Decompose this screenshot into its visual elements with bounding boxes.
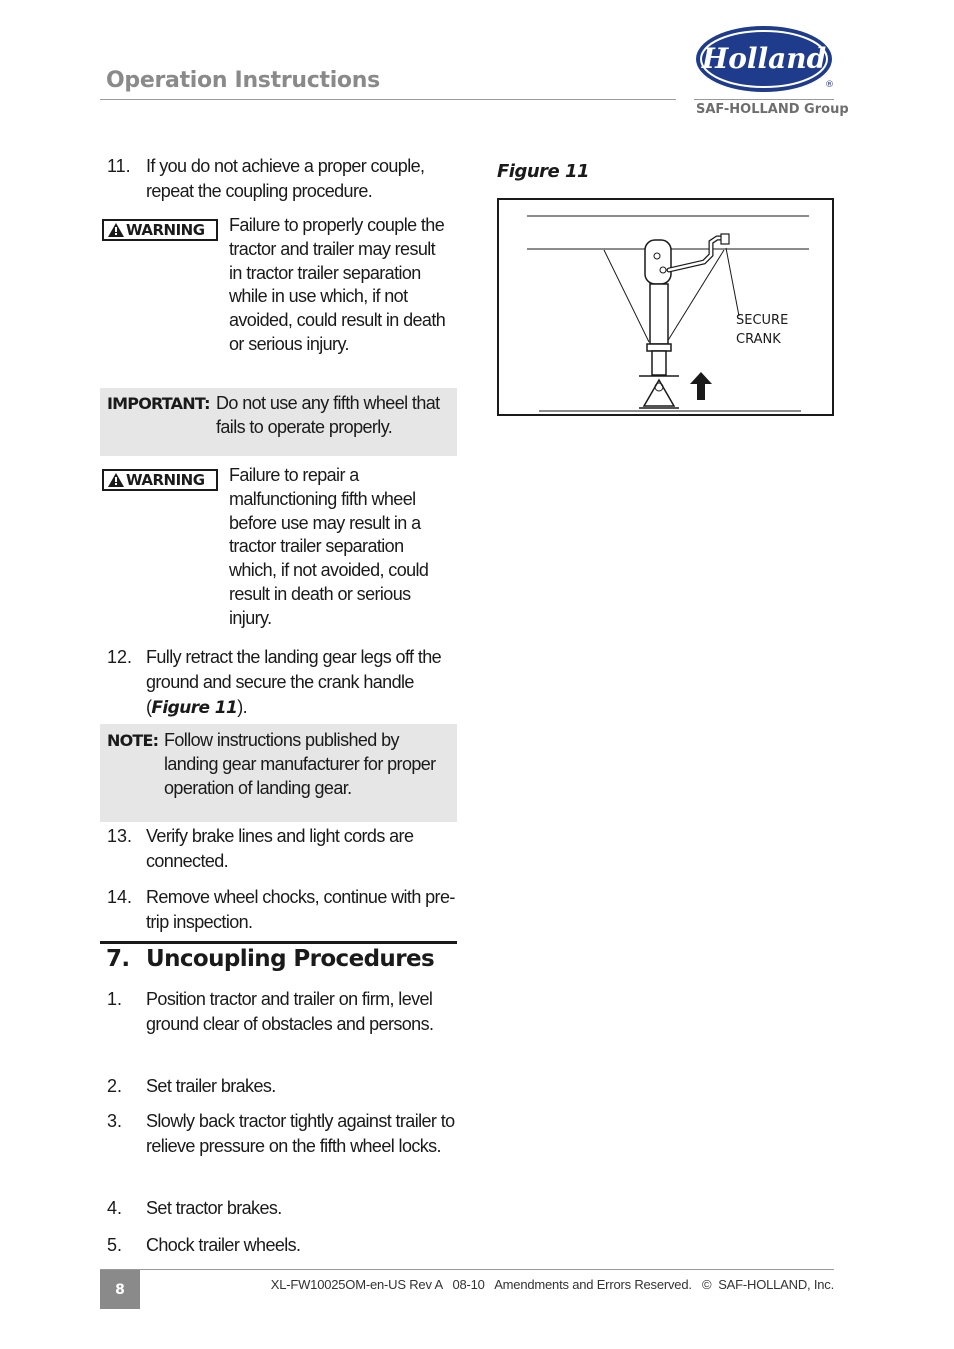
warning-label: WARNING bbox=[126, 471, 205, 489]
step-text: Verify brake lines and light cords are connected. bbox=[146, 826, 414, 871]
step-number: 4. bbox=[107, 1198, 123, 1218]
logo-wordmark: Holland bbox=[701, 42, 827, 75]
warning-triangle-icon bbox=[108, 223, 124, 237]
landing-gear-illustration bbox=[499, 200, 832, 414]
figure-caption: Figure 11 bbox=[497, 161, 590, 182]
step-text: Remove wheel chocks, continue with pre-trip inspection. bbox=[146, 887, 455, 932]
page-header-title: Operation Instructions bbox=[106, 68, 380, 93]
warning-badge bbox=[102, 219, 218, 241]
warning-text: Failure to properly couple the tractor and trailer may result in tractor trailer separation while in use which, if not avoided, could result in death or serious injury. bbox=[229, 215, 446, 354]
footer-text: XL-FW10025OM-en-US Rev A 08-10 Amendments and Errors Reserved. © SAF-HOLLAND, Inc. bbox=[270, 1277, 834, 1292]
section-divider bbox=[100, 941, 457, 944]
note-text: Follow instructions published by landing gear manufacturer for proper operation of landing gear. bbox=[164, 730, 436, 798]
warning-badge bbox=[102, 469, 218, 491]
header-divider bbox=[100, 99, 676, 100]
step-number: 12. bbox=[107, 647, 133, 667]
footer-divider bbox=[100, 1269, 834, 1270]
step-number: 2. bbox=[107, 1076, 123, 1096]
step-number: 1. bbox=[107, 989, 123, 1009]
group-name: SAF-HOLLAND Group bbox=[696, 102, 849, 117]
up-arrow-icon bbox=[690, 372, 712, 400]
step-text: Position tractor and trailer on firm, level ground clear of obstacles and persons. bbox=[146, 989, 434, 1034]
page-number: 8 bbox=[100, 1270, 140, 1309]
step-number: 14. bbox=[107, 887, 133, 907]
step-number: 3. bbox=[107, 1111, 123, 1131]
step-text: Set trailer brakes. bbox=[146, 1076, 276, 1096]
figure-frame bbox=[497, 198, 834, 416]
step-number: 11. bbox=[107, 156, 131, 176]
figure-reference: Figure 11 bbox=[151, 698, 238, 718]
step-text: Slowly back tractor tightly against trailer to relieve pressure on the fifth wheel locks. bbox=[146, 1111, 455, 1156]
section-heading: 7. Uncoupling Procedures bbox=[106, 946, 435, 972]
step-number: 5. bbox=[107, 1235, 123, 1255]
important-label: IMPORTANT: bbox=[107, 394, 210, 413]
step-text: Fully retract the landing gear legs off the ground and secure the crank handle (Figure 11). bbox=[146, 647, 442, 718]
note-label: NOTE: bbox=[107, 731, 159, 750]
step-number: 13. bbox=[107, 826, 133, 846]
step-text: Chock trailer wheels. bbox=[146, 1235, 301, 1255]
group-divider bbox=[694, 99, 834, 100]
figure-label: SECURE CRANK bbox=[736, 313, 789, 347]
important-text: Do not use any fifth wheel that fails to operate properly. bbox=[216, 393, 440, 437]
svg-text:®: ® bbox=[825, 80, 834, 90]
step-text: If you do not achieve a proper couple, repeat the coupling procedure. bbox=[146, 156, 425, 201]
step-text: Set tractor brakes. bbox=[146, 1198, 282, 1218]
warning-text: Failure to repair a malfunctioning fifth wheel before use may result in a tractor trailer separation which, if not avoided, could result in death or serious injury. bbox=[229, 465, 429, 628]
warning-triangle-icon bbox=[108, 473, 124, 487]
holland-logo bbox=[694, 24, 834, 94]
warning-label: WARNING bbox=[126, 221, 205, 239]
